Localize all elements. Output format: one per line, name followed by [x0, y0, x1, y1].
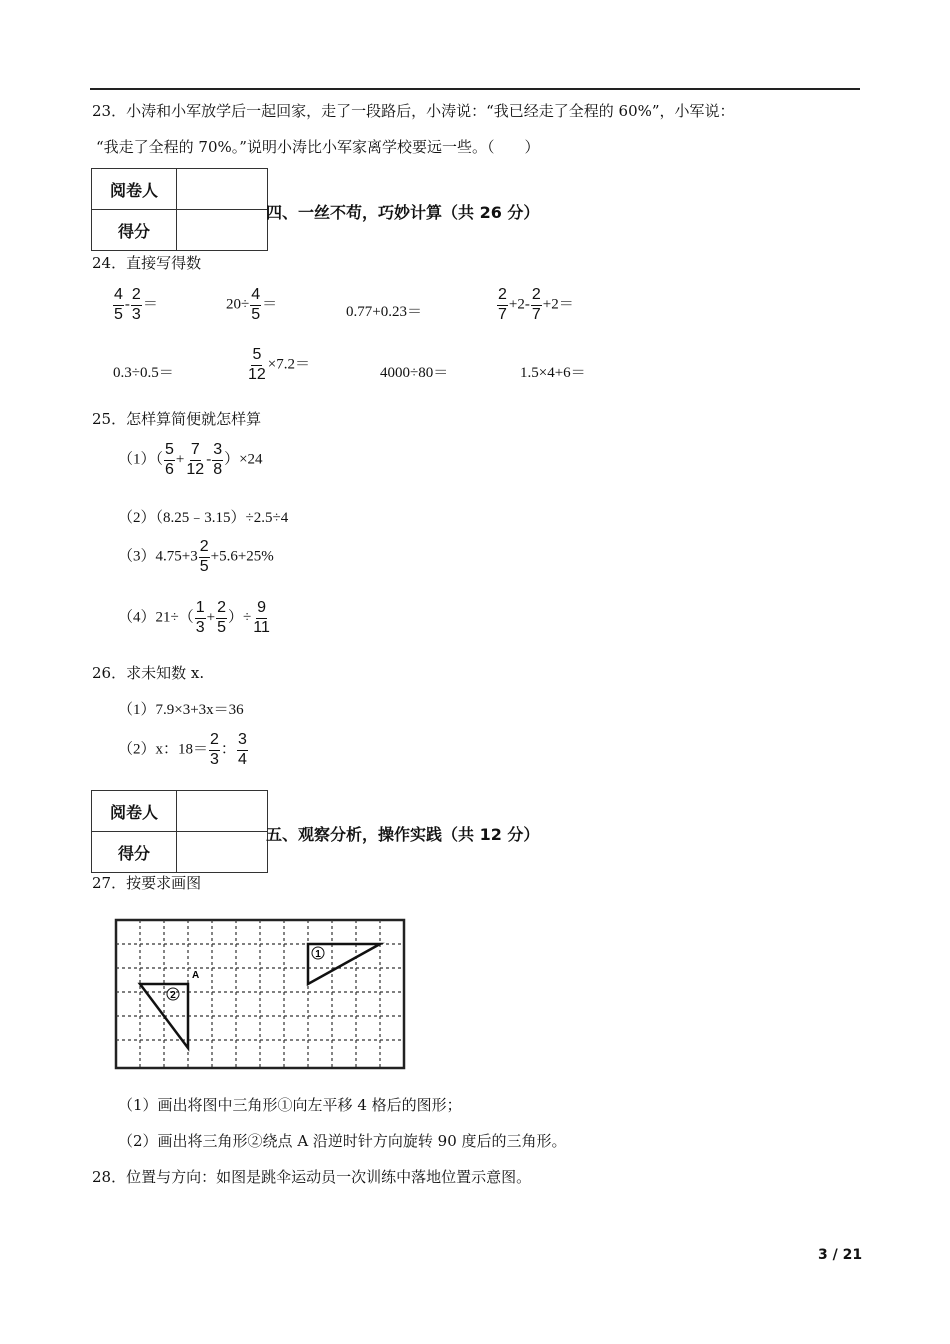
grader-box-2	[91, 790, 268, 873]
fraction: $\frac{2}{5}$	[199, 538, 209, 575]
page-number: 3 / 21	[818, 1247, 863, 1263]
q25-part-1: （1）（ $\frac{5}{6}$ + $\frac{7}{12}$ - $\frac{3}{8}$ ）×24	[118, 441, 263, 478]
fraction: $\frac{9}{11}$	[253, 599, 270, 636]
reviewer-field[interactable]	[177, 169, 268, 210]
fraction: $\frac{2}{3}$	[131, 286, 141, 323]
reviewer-field[interactable]	[177, 791, 268, 832]
label-2: 2	[170, 990, 176, 1001]
score-field[interactable]	[177, 832, 268, 873]
grader-box-1	[91, 168, 268, 251]
score-label: 得分	[92, 832, 177, 873]
q24-expr-4: $\frac{2}{7}$ +2- $\frac{2}{7}$ +2＝	[498, 286, 574, 323]
fraction: $\frac{4}{5}$	[251, 286, 261, 323]
section-5-title: 五、观察分析，操作实践（共 12 分）	[266, 825, 540, 844]
q26-part-2: （2）x：18＝ $\frac{2}{3}$ ： $\frac{3}{4}$	[118, 731, 247, 768]
score-label: 得分	[92, 210, 177, 251]
q25-part-4: （4）21÷（ $\frac{1}{3}$ + $\frac{2}{5}$ ）÷ $\frac{9}{11}$	[118, 599, 270, 636]
fraction: $\frac{7}{12}$	[186, 441, 205, 478]
q27-part-2: （2）画出将三角形②绕点 A 沿逆时针方向旋转 90 度后的三角形。	[118, 1132, 567, 1150]
point-a-label: A	[192, 970, 200, 981]
q24-expr-3: 0.77+0.23＝	[346, 304, 422, 320]
fraction: $\frac{2}{3}$	[210, 731, 219, 768]
q24-expr-8: 1.5×4+6＝	[520, 365, 586, 381]
q26-part-1: （1）7.9×3+3x＝36	[118, 702, 244, 718]
q25-title: 25．怎样算简便就怎样算	[92, 410, 262, 428]
section-4-title: 四、一丝不苟，巧妙计算（共 26 分）	[266, 203, 540, 222]
grid-figure	[114, 918, 408, 1072]
score-field[interactable]	[177, 210, 268, 251]
q24-expr-5: 0.3÷0.5＝	[113, 365, 174, 381]
q24-title: 24．直接写得数	[92, 254, 202, 272]
fraction: $\frac{2}{7}$	[531, 286, 541, 323]
q23-line1: 23．小涛和小军放学后一起回家，走了一段路后，小涛说：“我已经走了全程的 60%”，小军说：	[92, 102, 735, 120]
q27-part-1: （1）画出将图中三角形①向左平移 4 格后的图形；	[118, 1096, 462, 1114]
label-1: 1	[315, 949, 321, 960]
q24-expr-7: 4000÷80＝	[380, 365, 449, 381]
q24-expr-6: $\frac{5}{12}$ ×7.2＝	[248, 346, 311, 383]
q24-expr-1: $\frac{4}{5}$ - $\frac{2}{3}$ ＝	[114, 286, 158, 323]
reviewer-label: 阅卷人	[92, 169, 177, 210]
reviewer-label: 阅卷人	[92, 791, 177, 832]
fraction: $\frac{3}{4}$	[237, 731, 247, 768]
q28-title: 28．位置与方向：如图是跳伞运动员一次训练中落地位置示意图。	[92, 1168, 532, 1186]
fraction: $\frac{2}{7}$	[498, 286, 507, 323]
q26-title: 26．求未知数 x.	[92, 664, 205, 682]
header-rule	[90, 88, 860, 90]
fraction: $\frac{2}{5}$	[217, 599, 227, 636]
fraction: $\frac{1}{3}$	[195, 599, 205, 636]
q25-part-3: （3）4.75+3 $\frac{2}{5}$ +5.6+25%	[118, 538, 274, 575]
q25-part-2: （2）（8.25﹣3.15）÷2.5÷4	[118, 510, 289, 526]
q24-expr-2: 20÷ $\frac{4}{5}$ ＝	[226, 286, 278, 323]
fraction: $\frac{5}{12}$	[248, 346, 266, 383]
grid-lines	[116, 920, 404, 1068]
q23-line2: “我走了全程的 70%。”说明小涛比小军家离学校要远一些。（ ）	[96, 138, 540, 156]
fraction: $\frac{4}{5}$	[114, 286, 123, 323]
fraction: $\frac{5}{6}$	[165, 441, 174, 478]
q27-title: 27．按要求画图	[92, 874, 202, 892]
fraction: $\frac{3}{8}$	[213, 441, 223, 478]
